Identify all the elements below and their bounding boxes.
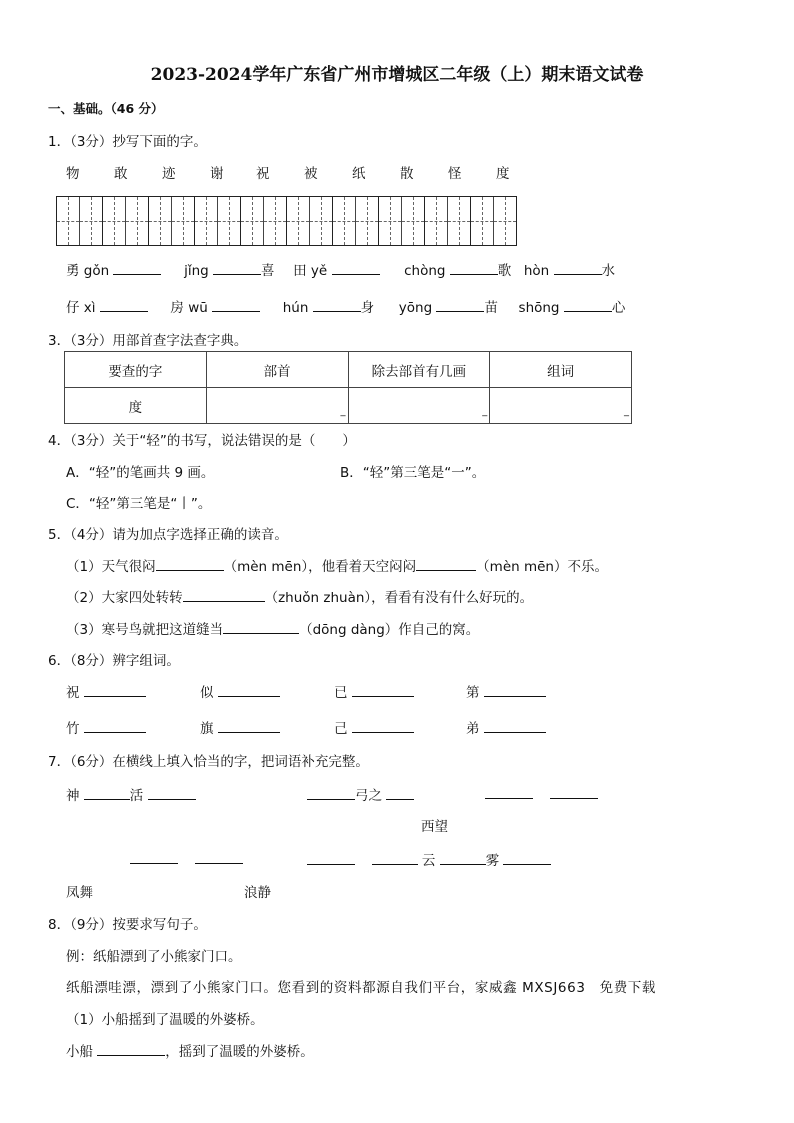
answer-blank[interactable] xyxy=(332,260,380,275)
option-a[interactable]: A．“轻”的笔画共 9 画。 xyxy=(66,465,215,481)
q5-sentence-1 xyxy=(66,555,608,575)
answer-blank[interactable] xyxy=(352,718,414,733)
table-cell-answer[interactable] xyxy=(206,388,348,424)
idiom-2 xyxy=(307,784,414,804)
q6-item xyxy=(466,717,546,737)
answer-blank[interactable] xyxy=(307,850,355,865)
answer-blank[interactable] xyxy=(183,587,265,602)
section-heading: 一、基础。（46 分） xyxy=(48,101,164,116)
answer-blank[interactable] xyxy=(130,849,178,864)
idiom-char: 凤舞 xyxy=(66,885,93,901)
q6-item xyxy=(466,681,546,701)
q6-item xyxy=(334,717,414,737)
question-1-label: 1．（3分）抄写下面的字。 xyxy=(48,134,207,150)
writing-grid[interactable] xyxy=(56,196,517,246)
answer-blank[interactable] xyxy=(484,682,546,697)
option-c[interactable]: C．“轻”第三笔是“丨”。 xyxy=(66,496,212,512)
blank-mark: _ xyxy=(482,406,488,417)
answer-blank[interactable] xyxy=(213,260,261,275)
char-prompt: 旗 xyxy=(200,721,214,737)
idiom-char: 雾 xyxy=(485,853,500,869)
idiom-char: 弓之 xyxy=(355,788,382,804)
answer-blank[interactable] xyxy=(195,849,243,864)
table-header: 除去部首有几画 xyxy=(348,352,490,388)
q1-char: 迹 xyxy=(162,166,176,182)
pinyin-prompt: 房 wū xyxy=(170,300,208,316)
q1-char: 谢 xyxy=(210,166,224,182)
q2-row-1 xyxy=(66,259,615,279)
answer-blank[interactable] xyxy=(503,850,551,865)
answer-blank[interactable] xyxy=(223,619,299,634)
answer-blank[interactable] xyxy=(218,718,280,733)
answer-blank[interactable] xyxy=(554,260,602,275)
sentence-text: （mèn mēn）不乐。 xyxy=(476,559,608,575)
answer-blank[interactable] xyxy=(212,297,260,312)
pinyin-prompt: yōng xyxy=(398,300,433,316)
pinyin-prompt: 水 xyxy=(601,263,616,279)
idiom-char: 活 xyxy=(129,788,144,804)
pinyin-prompt: 勇 gǒn xyxy=(66,263,110,279)
question-8-label: 8．（9分）按要求写句子。 xyxy=(48,917,207,933)
answer-blank[interactable] xyxy=(550,784,598,799)
answer-blank[interactable] xyxy=(352,682,414,697)
char-prompt: 第 xyxy=(466,685,480,701)
q1-char: 纸 xyxy=(352,166,366,182)
answer-blank[interactable] xyxy=(148,785,196,800)
sentence-text: （mèn mēn），他看着天空闷闷 xyxy=(223,559,417,575)
sentence-text: ，摇到了温暖的外婆桥。 xyxy=(165,1044,314,1060)
q6-item xyxy=(66,717,146,737)
dictionary-table xyxy=(64,351,632,424)
option-b[interactable]: B．“轻”第三笔是“一”。 xyxy=(340,465,486,481)
pinyin-prompt: 歌 xyxy=(497,263,512,279)
table-cell-answer[interactable] xyxy=(348,388,490,424)
answer-blank[interactable] xyxy=(113,260,161,275)
q5-sentence-3 xyxy=(66,618,479,638)
answer-blank[interactable] xyxy=(416,556,476,571)
answer-blank[interactable] xyxy=(436,297,484,312)
answer-blank[interactable] xyxy=(100,297,148,312)
answer-blank[interactable] xyxy=(484,718,546,733)
char-prompt: 已 xyxy=(334,685,348,701)
idiom-4 xyxy=(130,849,243,868)
char-prompt: 弟 xyxy=(466,721,480,737)
question-7-label: 7．（6分）在横线上填入恰当的字，把词语补充完整。 xyxy=(48,754,369,770)
answer-blank[interactable] xyxy=(450,260,498,275)
idiom-1 xyxy=(66,784,196,804)
q1-char: 敢 xyxy=(114,166,128,182)
char-prompt: 竹 xyxy=(66,721,80,737)
idiom-char: 浪静 xyxy=(244,885,271,901)
question-5-label: 5．（4分）请为加点字选择正确的读音。 xyxy=(48,527,288,543)
q8-sentence-1: （1）小船摇到了温暖的外婆桥。 xyxy=(66,1012,264,1028)
answer-blank[interactable] xyxy=(84,682,146,697)
pinyin-prompt: 仔 xì xyxy=(66,300,96,316)
pinyin-prompt: hún xyxy=(282,300,309,316)
example-sentence-expanded: 纸船漂哇漂，漂到了小熊家门口。您看到的资料都源自我们平台，家威鑫 MXSJ663 免费下载 xyxy=(66,980,657,996)
table-header: 部首 xyxy=(206,352,348,388)
idiom-char: 云 xyxy=(421,853,436,869)
idiom-5 xyxy=(307,849,551,869)
sentence-text: 小船 xyxy=(66,1044,93,1060)
answer-blank[interactable] xyxy=(84,718,146,733)
answer-blank[interactable] xyxy=(313,297,361,312)
answer-blank[interactable] xyxy=(440,850,486,865)
sentence-text: （dōng dàng）作自己的窝。 xyxy=(299,622,480,638)
q2-row-2 xyxy=(66,296,625,316)
sentence-text: （3）寒号鸟就把这道缝当 xyxy=(66,622,224,638)
char-prompt: 祝 xyxy=(66,685,80,701)
sentence-text: （2）大家四处转转 xyxy=(66,590,183,606)
q1-char: 被 xyxy=(304,166,318,182)
q6-item xyxy=(334,681,414,701)
answer-blank[interactable] xyxy=(485,784,533,799)
char-prompt: 己 xyxy=(334,721,348,737)
table-header: 组词 xyxy=(490,352,632,388)
q6-item xyxy=(66,681,146,701)
example-sentence: 例：纸船漂到了小熊家门口。 xyxy=(66,949,242,965)
q1-char: 怪 xyxy=(448,166,462,182)
answer-blank[interactable] xyxy=(218,682,280,697)
blank-mark: _ xyxy=(340,406,346,417)
blank-mark: _ xyxy=(624,406,629,417)
q1-char: 物 xyxy=(66,166,80,182)
q1-char: 祝 xyxy=(256,166,270,182)
sentence-text: （zhuǒn zhuàn），看看有没有什么好玩的。 xyxy=(264,590,534,606)
answer-blank[interactable] xyxy=(84,785,130,800)
sentence-text: （1）天气很闷 xyxy=(66,559,156,575)
table-cell: 度 xyxy=(65,388,207,424)
answer-blank[interactable] xyxy=(97,1041,165,1056)
question-4-label: 4．（3分）关于“轻”的书写，说法错误的是（ ） xyxy=(48,433,356,449)
char-prompt: 似 xyxy=(200,685,214,701)
pinyin-prompt: hòn xyxy=(523,263,550,279)
pinyin-prompt: chòng xyxy=(404,263,446,279)
page-title: 2023-2024学年广东省广州市增城区二年级（上）期末语文试卷 xyxy=(150,65,644,85)
idiom-char: 西望 xyxy=(421,819,448,835)
answer-blank[interactable] xyxy=(307,785,355,800)
pinyin-prompt: shōng xyxy=(518,300,560,316)
q8-answer-line xyxy=(66,1040,314,1060)
q6-item xyxy=(200,681,280,701)
pinyin-prompt: 喜 xyxy=(261,263,275,279)
q1-char: 度 xyxy=(496,166,510,182)
q6-item xyxy=(200,717,280,737)
pinyin-prompt: 身 xyxy=(360,300,375,316)
pinyin-prompt: 心 xyxy=(611,300,626,316)
question-6-label: 6．（8分）辨字组词。 xyxy=(48,653,180,669)
answer-blank[interactable] xyxy=(372,850,418,865)
pinyin-prompt: 田 yě xyxy=(293,263,328,279)
idiom-3 xyxy=(485,784,598,803)
pinyin-prompt: 苗 xyxy=(484,300,498,316)
q1-char: 散 xyxy=(400,166,414,182)
idiom-char: 神 xyxy=(66,788,80,804)
table-header: 要查的字 xyxy=(65,352,207,388)
answer-blank[interactable] xyxy=(156,556,224,571)
question-3-label: 3．（3分）用部首查字法查字典。 xyxy=(48,333,248,349)
table-cell-answer[interactable] xyxy=(490,388,632,424)
answer-blank[interactable] xyxy=(564,297,612,312)
pinyin-prompt: jǐng xyxy=(184,263,209,279)
answer-blank[interactable] xyxy=(386,785,414,800)
q5-sentence-2 xyxy=(66,586,533,606)
